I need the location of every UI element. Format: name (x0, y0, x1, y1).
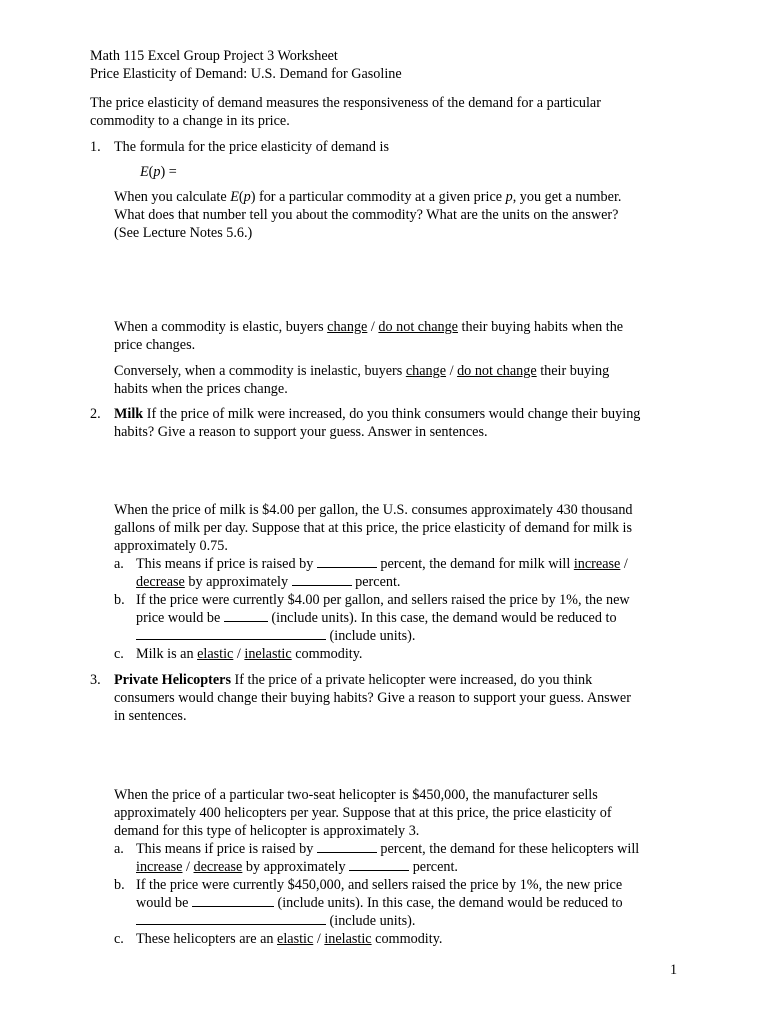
q3-c-line (136, 930, 442, 948)
q1-elastic-text-a: When a commodity is elastic, buyers (114, 319, 328, 335)
q2-c-elastic-option: elastic (197, 646, 234, 662)
q2-a-line-1 (136, 555, 628, 573)
q2-number: 2. (90, 406, 101, 422)
q1-inelastic-text-b: their buying (536, 363, 610, 379)
q2-b-line-2 (136, 609, 617, 627)
q3-c-text-1: These helicopters are an (136, 931, 278, 947)
q3-para-line-1: When the price of a particular two-seat helicopter is $450,000, the manufacturer sells (114, 787, 598, 803)
q2-a-blank-1[interactable] (317, 555, 377, 568)
q2-a-decrease-option: decrease (136, 574, 185, 590)
q3-b-line-3 (136, 912, 415, 930)
q1-elastic-slash: / (367, 319, 379, 335)
q3-a-blank-1[interactable] (317, 840, 377, 853)
q3-text-line-2: consumers would change their buying habits? Give a reason to support your guess. Answer (114, 690, 631, 706)
q3-b-text-3: (include units). In this case, the demand would be reduced to (273, 895, 623, 911)
q3-para-line-3: demand for this type of helicopter is approximately 3. (114, 823, 420, 839)
q2-a-label: a. (114, 556, 124, 572)
q2-a-blank-2[interactable] (292, 573, 352, 586)
q1-elastic-text-b: their buying habits when the (457, 319, 624, 335)
q2-b-label: b. (114, 592, 125, 608)
q1-elastic-do-not-change-option: do not change (378, 319, 458, 335)
q3-a-label: a. (114, 841, 124, 857)
q3-a-blank-2[interactable] (349, 858, 409, 871)
q3-b-line-2 (136, 894, 623, 912)
q3-a-text-3: by approximately (242, 859, 350, 875)
q2-para-line-1: When the price of milk is $4.00 per gallon, the U.S. consumes approximately 430 thousand (114, 502, 633, 518)
worksheet-title: Math 115 Excel Group Project 3 Worksheet (90, 48, 338, 64)
q2-b-text-4: (include units). (326, 628, 416, 644)
q2-b-text-3: (include units). In this case, the demand would be reduced to (267, 610, 617, 626)
q1-calc-text-d: , you get a number. (512, 189, 622, 205)
q3-a-text-4: percent. (409, 859, 458, 875)
q2-a-text-3: by approximately (184, 574, 292, 590)
page-number: 1 (670, 962, 678, 978)
q2-b-blank-price[interactable] (224, 609, 268, 622)
q2-b-text-2: price would be (136, 610, 224, 626)
q1-calc-text-c: ) for a particular commodity at a given price (250, 189, 506, 205)
q1-formula-p: p (153, 164, 161, 180)
q1-calc-line-1 (114, 188, 621, 206)
q3-text-1: If the price of a private helicopter were increased, do you think (231, 672, 593, 688)
q2-text-line-1 (114, 405, 640, 423)
q3-a-slash: / (182, 859, 194, 875)
q2-a-text-2: percent, the demand for milk will (376, 556, 574, 572)
q2-text-line-2: habits? Give a reason to support your guess. Answer in sentences. (114, 424, 488, 440)
q3-a-text-2: percent, the demand for these helicopters will (376, 841, 640, 857)
q2-a-line-2 (136, 573, 400, 591)
q1-text: The formula for the price elasticity of demand is (114, 139, 389, 155)
q1-calc-e: E (230, 189, 239, 205)
q3-b-text-2: would be (136, 895, 192, 911)
q1-calc-p2: p (505, 189, 513, 205)
q3-b-label: b. (114, 877, 125, 893)
q1-elastic-change-option: change (327, 319, 368, 335)
q3-heading: Private Helicopters (114, 672, 231, 688)
q1-formula (140, 163, 177, 181)
q1-elastic-line-2: price changes. (114, 337, 196, 353)
q3-text-line-1 (114, 671, 592, 689)
q3-a-line-1 (136, 840, 639, 858)
q3-c-slash: / (313, 931, 325, 947)
q3-a-text-1: This means if price is raised by (136, 841, 317, 857)
q2-text-1: If the price of milk were increased, do you think consumers would change their buying (143, 406, 641, 422)
q2-a-slash: / (620, 556, 628, 572)
q1-inelastic-line-2: habits when the prices change. (114, 381, 288, 397)
q2-c-inelastic-option: inelastic (244, 646, 292, 662)
q3-c-inelastic-option: inelastic (324, 931, 372, 947)
q2-c-label: c. (114, 646, 124, 662)
q3-b-text-4: (include units). (326, 913, 416, 929)
q3-c-text-2: commodity. (371, 931, 443, 947)
q3-para-line-2: approximately 400 helicopters per year. Suppose that at this price, the price elasticity of (114, 805, 612, 821)
q2-b-line-3 (136, 627, 415, 645)
q2-a-text-4: percent. (351, 574, 401, 590)
q2-c-slash: / (233, 646, 245, 662)
q3-b-blank-price[interactable] (192, 894, 274, 907)
q1-calc-line-2: What does that number tell you about the commodity? What are the units on the answer? (114, 207, 619, 223)
q3-c-elastic-option: elastic (277, 931, 314, 947)
q2-para-line-3: approximately 0.75. (114, 538, 228, 554)
q1-calc-line-3: (See Lecture Notes 5.6.) (114, 225, 253, 241)
q3-number: 3. (90, 672, 101, 688)
intro-line-2: commodity to a change in its price. (90, 113, 290, 129)
q1-inelastic-slash: / (446, 363, 458, 379)
q1-inelastic-do-not-change-option: do not change (457, 363, 537, 379)
q2-b-line-1: If the price were currently $4.00 per gallon, and sellers raised the price by 1%, the new (136, 592, 630, 608)
q1-formula-close: ) = (160, 164, 177, 180)
worksheet-subtitle: Price Elasticity of Demand: U.S. Demand for Gasoline (90, 66, 402, 82)
q3-c-label: c. (114, 931, 124, 947)
q3-text-line-3: in sentences. (114, 708, 187, 724)
q1-formula-open: ( (148, 164, 154, 180)
q1-elastic-line-1 (114, 318, 623, 336)
intro-line-1: The price elasticity of demand measures the responsiveness of the demand for a particular (90, 95, 601, 111)
q2-a-text-1: This means if price is raised by (136, 556, 317, 572)
q1-inelastic-change-option: change (405, 363, 447, 379)
q3-b-line-1: If the price were currently $450,000, and sellers raised the price by 1%, the new price (136, 877, 623, 893)
q2-c-text-1: Milk is an (136, 646, 198, 662)
q2-heading: Milk (114, 406, 144, 422)
q1-inelastic-text-a: Conversely, when a commodity is inelastic, buyers (114, 363, 406, 379)
q2-a-increase-option: increase (573, 556, 621, 572)
q3-a-decrease-option: decrease (193, 859, 243, 875)
q3-a-increase-option: increase (136, 859, 183, 875)
q3-a-line-2 (136, 858, 458, 876)
q1-calc-text-a: When you calculate (114, 189, 231, 205)
q1-calc-p: p (243, 189, 251, 205)
q3-b-blank-demand[interactable] (136, 912, 326, 925)
q2-b-blank-demand[interactable] (136, 627, 326, 640)
q1-calc-text-b: ( (238, 189, 244, 205)
q1-inelastic-line-1 (114, 362, 609, 380)
q1-formula-e: E (140, 164, 149, 180)
q2-c-line (136, 645, 362, 663)
q1-number: 1. (90, 139, 101, 155)
q2-para-line-2: gallons of milk per day. Suppose that at this price, the price elasticity of demand for milk is (114, 520, 632, 536)
q2-c-text-2: commodity. (291, 646, 363, 662)
